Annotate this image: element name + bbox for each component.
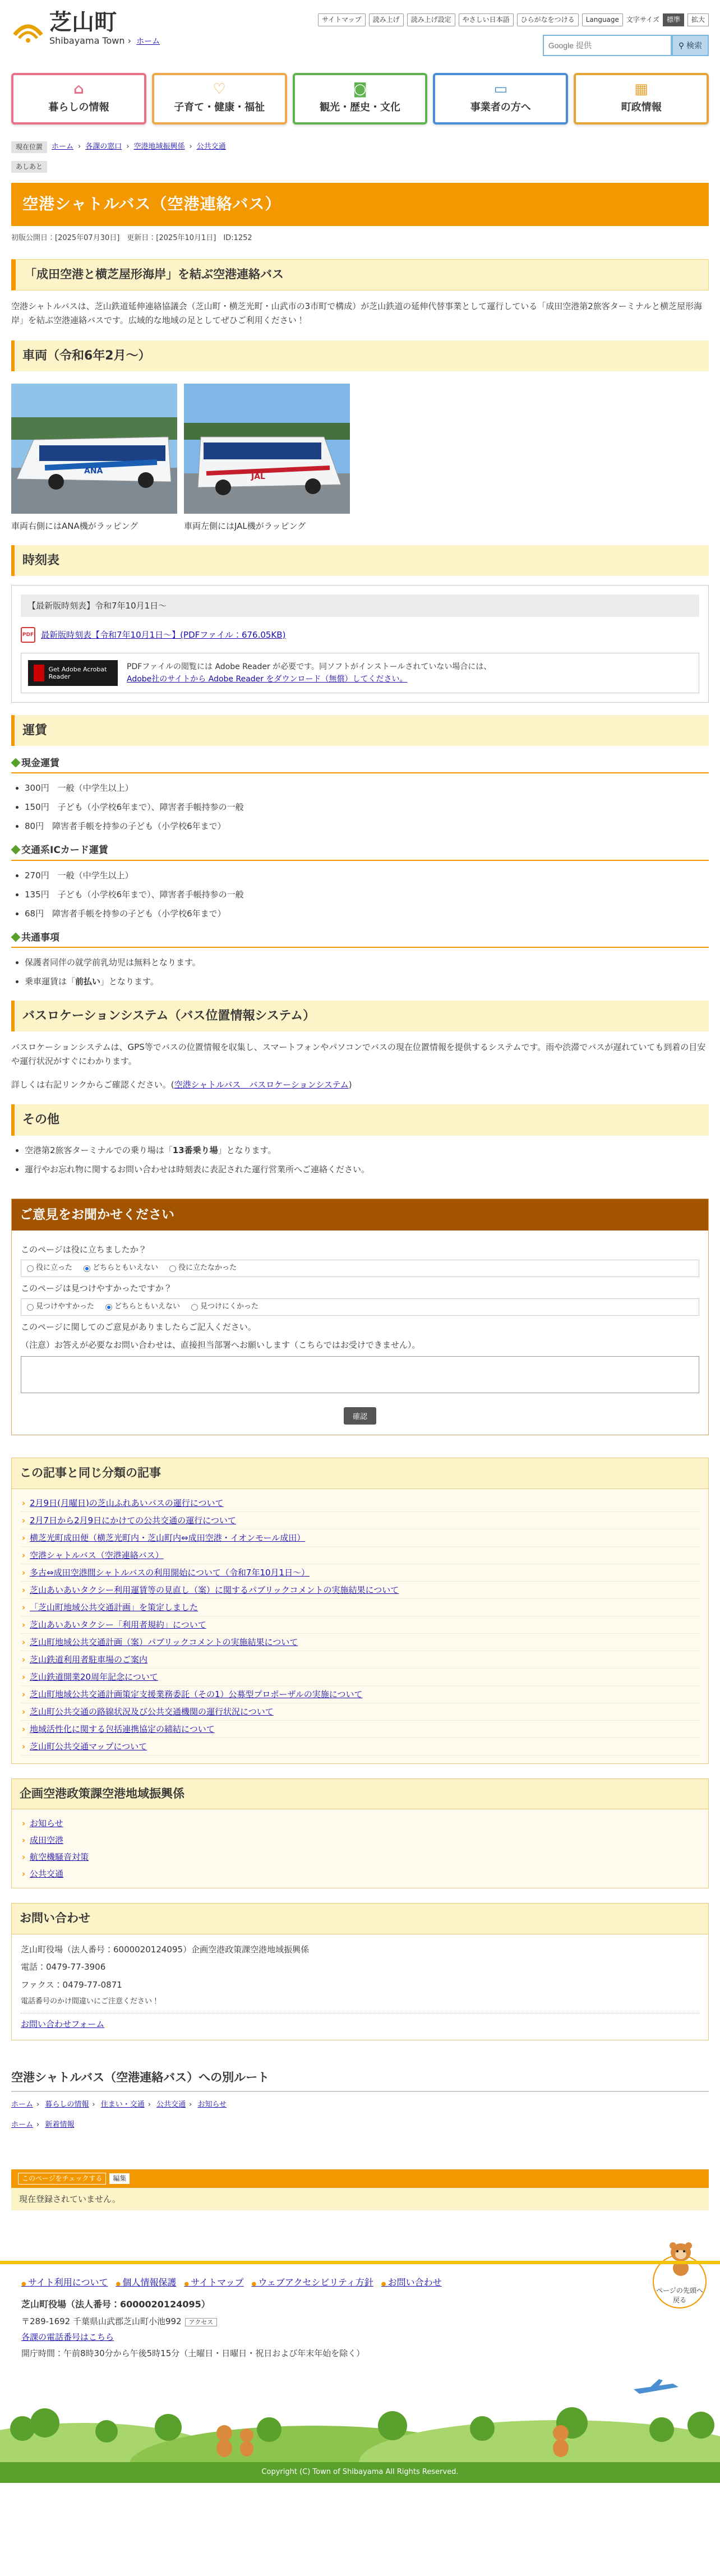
feedback-q2-options: [21, 1298, 699, 1316]
copyright: Copyright (C) Town of Shibayama All Rights Reserved.: [0, 2462, 720, 2483]
furigana-button[interactable]: ひらがなをつける: [517, 13, 579, 26]
breadcrumb-departments[interactable]: 各課の窓口: [85, 142, 122, 151]
bus-location-link-row: 詳しくは右記リンクからご確認ください。(空港シャトルバス バスロケーションシステム): [11, 1079, 352, 1090]
alt-route-line-2: ホーム › 新着情報: [11, 2120, 75, 2129]
common-heading: 共通事項: [11, 930, 709, 948]
pdf-row: [21, 627, 699, 643]
q1-neutral-radio[interactable]: どちらともいえない: [84, 1262, 158, 1274]
publish-dates: 初版公開日：[2025年07月30日] 更新日：[2025年10月1日] ID:1252: [11, 234, 252, 243]
footer-hours: 開庁時間：午前8時30分から午後5時15分（土曜日・日曜日・祝日および年末年始を除く）: [21, 2348, 365, 2358]
breadcrumb: 現在位置 ホーム › 各課の窓口 › 空港地域振興係 › 公共交通: [11, 141, 709, 153]
read-aloud-button[interactable]: 読み上げ: [369, 13, 404, 26]
related-article-item[interactable]: › 「芝山町地域公共交通計画」を策定しました: [21, 1599, 699, 1616]
footer-address: [21, 2296, 709, 2361]
acrobat-icon: [34, 665, 44, 681]
caption-ana: 車両右側にはANA機がラッピング: [11, 520, 139, 531]
bus-photos: [11, 384, 709, 514]
alt-route-line-1: ホーム › 暮らしの情報 › 住まい・交通 › 公共交通 › お知らせ: [11, 2100, 227, 2109]
list-item: • 空港第2旅客ターミナルでの乗り場は「13番乗り場」となります。: [25, 1144, 709, 1157]
route-link[interactable]: お知らせ: [197, 2100, 227, 2109]
access-button[interactable]: アクセス: [185, 2318, 218, 2326]
list-item: • 68円 障害者手帳を持参の子ども（小学校6年まで）: [25, 907, 709, 920]
bus-location-link[interactable]: 空港シャトルバス バスロケーションシステム: [174, 1079, 349, 1090]
related-article-item[interactable]: › 芝山鉄道利用者駐車場のご案内: [21, 1651, 699, 1669]
heart-icon: ♡: [213, 81, 226, 98]
list-item: • 135円 子ども（小学校6年まで）、障害者手帳持参の一般: [25, 888, 709, 901]
route-link[interactable]: 暮らしの情報: [45, 2100, 89, 2109]
feedback-q1-options: [21, 1260, 699, 1277]
alt-route: [11, 2068, 709, 2132]
font-size-large-button[interactable]: 拡大: [687, 13, 709, 26]
check-message: 現在登録されていません。: [11, 2188, 709, 2210]
list-item: • 乗車運賃は「前払い」となります。: [25, 975, 709, 988]
list-item[interactable]: › お知らせ: [21, 1815, 699, 1832]
feedback-form: [11, 1199, 709, 1435]
font-size-standard-button[interactable]: 標準: [663, 13, 684, 26]
related-article-item[interactable]: › 2月9日(月曜日)の芝山ふれあいバスの運行について: [21, 1495, 699, 1512]
edit-button[interactable]: 編集: [109, 2173, 130, 2184]
sitemap-button[interactable]: サイトマップ: [318, 13, 366, 26]
breadcrumb-home[interactable]: ホーム: [52, 142, 74, 151]
footer-link-sitemap[interactable]: ● サイトマップ: [184, 2275, 243, 2290]
contact-form-link[interactable]: お問い合わせフォーム: [21, 2019, 105, 2029]
related-heading: この記事と同じ分類の記事: [12, 1458, 708, 1489]
breadcrumb-public-transport[interactable]: 公共交通: [196, 142, 226, 151]
fares-heading: 運賃: [11, 715, 709, 746]
q1-useful-radio[interactable]: 役に立った: [27, 1262, 72, 1274]
related-article-item[interactable]: › 2月7日から2月9日にかけての公共交通の運行について: [21, 1512, 699, 1529]
related-article-item[interactable]: › 芝山鉄道開業20周年記念について: [21, 1669, 699, 1686]
list-item: • 150円 子ども（小学校6年まで）、障害者手帳持参の一般: [25, 800, 709, 814]
other-heading: その他: [11, 1104, 709, 1135]
bus-photo-ana: [11, 384, 177, 514]
ic-fare-heading: 交通系ICカード運賃: [11, 843, 709, 860]
adobe-download-link[interactable]: Adobe社のサイトから Adobe Reader をダウンロード（無償）してください。: [127, 674, 408, 684]
timetable-latest: 【最新版時刻表】令和7年10月1日～: [21, 595, 699, 617]
timetable-heading: 時刻表: [11, 545, 709, 576]
font-size-label: 文字サイズ: [626, 16, 659, 24]
feedback-heading: ご意見をお聞かせください: [12, 1199, 708, 1231]
feedback-textarea[interactable]: [21, 1356, 699, 1393]
list-item: • 300円 一般（中学生以上）: [25, 781, 709, 795]
logo-jp: 芝山町: [49, 9, 117, 35]
department-list: [12, 1809, 708, 1888]
list-item: • 保護者同伴の就学前乳幼児は無料となります。: [25, 956, 709, 969]
confirm-button[interactable]: 確認: [344, 1407, 376, 1425]
photo-captions: [11, 519, 709, 533]
lead-text: 空港シャトルバスは、芝山鉄道延伸連絡協議会（芝山町・横芝光町・山武市の3市町で構成）が芝山鉄道の延伸代替事業として運行している「成田空港第2旅客ターミナルと横芝屋形海岸」を結ぶ空港連絡バスです。広域的な地域の足としてぜひご利用ください！: [11, 301, 702, 326]
route-link[interactable]: 住まい・交通: [100, 2100, 145, 2109]
bus-location-heading: バスロケーションシステム（バス位置情報システム）: [11, 1001, 709, 1031]
ic-fare-list: [11, 869, 709, 920]
read-aloud-settings-button[interactable]: 読み上げ設定: [407, 13, 455, 26]
list-item[interactable]: › 成田空港: [21, 1832, 699, 1849]
department-heading: 企画空港政策課空港地域振興係: [12, 1779, 708, 1810]
svg-text:ANA: ANA: [84, 466, 103, 476]
feedback-note: （注意）お答えが必要なお問い合わせは、直接担当部署へお願いします（こちらではお受けできません）。: [21, 1339, 421, 1350]
route-link[interactable]: ホーム: [11, 2100, 34, 2109]
contact-org: 芝山町役場（法人番号：6000020124095）企画空港政策課空港地域振興係: [21, 1944, 310, 1955]
caption-jal: 車両左側にはJAL機がラッピング: [184, 520, 306, 531]
related-article-item[interactable]: › 横芝光町成田便（横芝光町内・芝山町内⇔成田空港・イオンモール成田）: [21, 1529, 699, 1547]
contact-fax: ファクス：0479-77-0871: [21, 1979, 122, 1990]
contact-note: 電話番号のかけ間違いにご注意ください！: [21, 1997, 160, 2006]
q2-easy-radio[interactable]: 見つけやすかった: [27, 1301, 94, 1313]
language-button[interactable]: Language: [582, 13, 623, 26]
related-article-item[interactable]: › 多古⇔成田空港間シャトルバスの利用開始について（令和7年10月1日～）: [21, 1564, 699, 1582]
building-icon: ▦: [634, 81, 648, 98]
adobe-reader-logo[interactable]: Get Adobe Acrobat Reader: [28, 660, 118, 686]
logo-en: Shibayama Town › ホーム: [49, 35, 160, 46]
lead-heading: 「成田空港と横芝屋形海岸」を結ぶ空港連絡バス: [11, 259, 709, 291]
search-input[interactable]: [543, 35, 672, 56]
footer-org: 芝山町役場（法人番号：6000020124095）: [21, 2299, 210, 2310]
utility-bar: [318, 13, 709, 26]
search-icon: ⚲: [678, 41, 686, 50]
related-article-item[interactable]: › 芝山あいあいタクシー「利用者規約」について: [21, 1616, 699, 1634]
footer-link-contact[interactable]: ● お問い合わせ: [381, 2275, 442, 2290]
related-article-item[interactable]: › 地域活性化に関する包括連携協定の締結について: [21, 1721, 699, 1738]
q1-not-useful-radio[interactable]: 役に立たなかった: [169, 1262, 237, 1274]
footer-link-site-use[interactable]: ● サイト利用について: [21, 2275, 108, 2290]
related-article-item[interactable]: › 芝山町公共交通マップについて: [21, 1738, 699, 1755]
route-link[interactable]: ホーム: [11, 2120, 34, 2129]
nav-tourism[interactable]: ◙ 観光・歴史・文化: [293, 73, 428, 125]
footer-tel-link[interactable]: 各課の電話番号はこちら: [21, 2332, 114, 2343]
footer-landscape: [0, 2367, 720, 2462]
nav-business[interactable]: ▭ 事業者の方へ: [433, 73, 568, 125]
feedback-q3: このページに関してのご意見がありましたらご記入ください。: [21, 1321, 256, 1332]
list-item[interactable]: › 航空機騒音対策: [21, 1849, 699, 1865]
site-search: [543, 35, 709, 56]
adobe-text: PDFファイルの閲覧には Adobe Reader が必要です。同ソフトがインストールされていない場合には、: [127, 662, 492, 671]
search-button[interactable]: ⚲ 検索: [672, 35, 709, 56]
related-article-item[interactable]: › 芝山町地域公共交通計画（案）パブリックコメントの実施結果について: [21, 1634, 699, 1651]
q2-neutral-radio[interactable]: どちらともいえない: [105, 1301, 180, 1313]
feedback-q2: このページは見つけやすかったですか？: [21, 1283, 172, 1294]
page-top-button[interactable]: ページの先頭へ戻る: [653, 2255, 707, 2308]
svg-text:JAL: JAL: [251, 472, 265, 481]
list-item: • 270円 一般（中学生以上）: [25, 869, 709, 882]
site-header: [11, 0, 709, 62]
footprint-button[interactable]: あしあと: [11, 161, 47, 173]
bus-location-text: バスロケーションシステムは、GPS等でバスの位置情報を収集し、スマートフォンやパソコンでバスの現在位置情報を提供するシステムです。雨や渋滞でバスが遅れていても到着の目安や運行状況がすぐにわかります。: [11, 1042, 706, 1067]
related-article-item[interactable]: › 芝山町公共交通の路線状況及び公共交通機関の運行状況について: [21, 1703, 699, 1721]
site-logo[interactable]: [11, 11, 160, 48]
related-article-item[interactable]: › 空港シャトルバス（空港連絡バス）: [21, 1547, 699, 1564]
feedback-q1: このページは役に立ちましたか？: [21, 1245, 147, 1255]
cash-fare-heading: 現金運賃: [11, 756, 709, 773]
related-list: [12, 1489, 708, 1763]
footer-link-privacy[interactable]: ● 個人情報保護: [116, 2275, 176, 2290]
nav-town-admin[interactable]: ▦ 町政情報: [574, 73, 709, 125]
related-articles: [11, 1458, 709, 1764]
bus-photo-jal: [184, 384, 350, 514]
timetable-box: [11, 585, 709, 703]
camera-icon: ◙: [353, 81, 367, 98]
nav-childcare[interactable]: ♡ 子育て・健康・福祉: [152, 73, 287, 125]
related-article-item[interactable]: › 芝山あいあいタクシー利用運賃等の見直し（案）に関するパブリックコメントの実施結果について: [21, 1582, 699, 1599]
page-check-bar: [11, 2169, 709, 2188]
adobe-notice: [21, 653, 699, 693]
house-icon: ⌂: [73, 81, 84, 98]
related-article-item[interactable]: › 芝山町地域公共交通計画策定支援業務委託（その1）公募型プロポーザルの実施について: [21, 1686, 699, 1703]
breadcrumb-current-label: 現在位置: [11, 141, 47, 153]
briefcase-icon: ▭: [493, 81, 508, 98]
list-item: • 運行やお忘れ物に関するお問い合わせは時刻表に表記された運行営業所へご連絡ください。: [25, 1163, 709, 1176]
q2-hard-radio[interactable]: 見つけにくかった: [191, 1301, 259, 1313]
footer-link-accessibility[interactable]: ● ウェブアクセシビリティ方針: [252, 2275, 373, 2290]
pdf-icon: PDF: [21, 627, 35, 643]
alt-route-heading: 空港シャトルバス（空港連絡バス）への別ルート: [11, 2068, 709, 2092]
nav-living[interactable]: ⌂ 暮らしの情報: [11, 73, 146, 125]
vehicle-heading: 車両（令和6年2月～）: [11, 340, 709, 371]
home-link[interactable]: ホーム: [136, 37, 160, 46]
page-title: 空港シャトルバス（空港連絡バス）: [11, 183, 709, 226]
other-list: [11, 1144, 709, 1176]
global-nav: [11, 73, 709, 125]
footer-addr: 〒289-1692 千葉県山武郡芝山町小池992: [21, 2316, 182, 2326]
contact-tel: 電話：0479-77-3906: [21, 1962, 106, 1973]
route-link[interactable]: 公共交通: [156, 2100, 186, 2109]
contact-box: [11, 1903, 709, 2040]
list-item: • 80円 障害者手帳を持参の子ども（小学校6年まで）: [25, 819, 709, 833]
town-emblem-icon: [11, 16, 45, 44]
footer-links: [21, 2275, 709, 2290]
common-list: [11, 956, 709, 988]
department-box: [11, 1778, 709, 1889]
breadcrumb-airport-section[interactable]: 空港地域振興係: [133, 142, 185, 151]
list-item[interactable]: › 公共交通: [21, 1865, 699, 1882]
check-page-button[interactable]: このページをチェックする: [18, 2173, 106, 2185]
timetable-pdf-link[interactable]: 最新版時刻表【令和7年10月1日～】(PDFファイル：676.05KB): [41, 629, 286, 640]
route-link[interactable]: 新着情報: [45, 2120, 75, 2129]
cash-fare-list: [11, 781, 709, 833]
contact-heading: お問い合わせ: [12, 1904, 708, 1934]
easy-japanese-button[interactable]: やさしい日本語: [459, 13, 514, 26]
site-footer: [0, 2261, 720, 2483]
